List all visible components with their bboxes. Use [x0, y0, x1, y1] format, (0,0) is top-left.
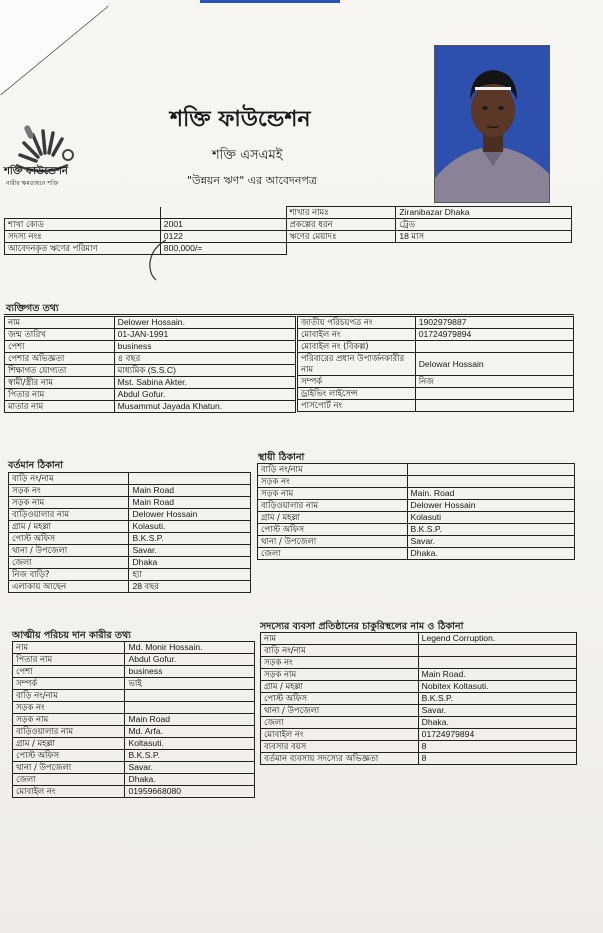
row-value: Delowar Hossain — [415, 353, 573, 376]
row-label: গ্রাম / মহল্লা — [13, 738, 125, 750]
row-value: মাধ্যমিক (S.S.C) — [114, 365, 295, 377]
table-row — [9, 569, 251, 581]
row-value: Dhaka. — [418, 717, 576, 729]
table-row — [298, 388, 574, 400]
row-value: Savar. — [418, 705, 576, 717]
page-subtitle: শক্তি এসএমই — [212, 148, 283, 163]
row-value: Md. Monir Hossain. — [125, 642, 255, 654]
row-value: Koltasuti. — [125, 738, 255, 750]
present-address-table — [8, 472, 251, 593]
row-label: বাড়ি নং/নাম — [13, 690, 125, 702]
row-value: 01-JAN-1991 — [114, 329, 295, 341]
row-value: Abdul Gofur. — [125, 654, 255, 666]
table-row — [13, 774, 255, 786]
table-row — [13, 738, 255, 750]
table-row — [258, 464, 575, 476]
branch-name-label: শাখার নামঃ — [286, 207, 396, 219]
table-row — [5, 207, 572, 219]
relative-info-table — [12, 641, 255, 798]
table-row — [298, 329, 574, 341]
row-value: 01959668080 — [125, 786, 255, 798]
row-label: পেশা — [13, 666, 125, 678]
row-label: নিজ বাড়ি? — [9, 569, 129, 581]
business-info-table — [260, 632, 577, 765]
branch-name-value: Ziranibazar Dhaka — [396, 207, 572, 219]
row-label: বর্তমান ব্যবসায় সদস্যের অভিজ্ঞতা — [261, 753, 419, 765]
row-label: বাড়িওয়ালার নাম — [9, 509, 129, 521]
row-value: 28 বছর — [129, 581, 251, 593]
row-label: বাড়ি নং/নাম — [258, 464, 408, 476]
row-value — [418, 645, 576, 657]
table-row — [258, 548, 575, 560]
row-label: পিতার নাম — [5, 389, 115, 401]
personal-section-title: ব্যক্তিগত তথ্য — [6, 303, 59, 314]
row-value: business — [114, 341, 295, 353]
row-label: নাম — [13, 642, 125, 654]
table-row — [298, 341, 574, 353]
row-label: জেলা — [9, 557, 129, 569]
row-value — [125, 702, 255, 714]
row-value: B.K.S.P. — [129, 533, 251, 545]
row-label: গ্রাম / মহল্লা — [258, 512, 408, 524]
applicant-photo — [434, 45, 550, 203]
table-row — [258, 536, 575, 548]
row-value: business — [125, 666, 255, 678]
table-row — [261, 693, 577, 705]
table-row — [261, 705, 577, 717]
row-label: সড়ক নং — [261, 657, 419, 669]
row-value: Dhaka. — [125, 774, 255, 786]
row-value: Musammut Jayada Khatun. — [114, 401, 295, 413]
table-row — [13, 642, 255, 654]
table-row — [9, 473, 251, 485]
row-label: ড্রাইভিং লাইসেন্স — [298, 388, 416, 400]
row-value: ৪ বছর — [114, 353, 295, 365]
row-value: Main Road. — [418, 669, 576, 681]
row-label: থানা / উপজেলা — [258, 536, 408, 548]
table-row — [298, 376, 574, 388]
row-label: সড়ক নাম — [261, 669, 419, 681]
row-value: 1902979887 — [415, 317, 573, 329]
table-row — [261, 729, 577, 741]
row-label: নাম — [5, 317, 115, 329]
logo-tagline: নারীর ক্ষমতায়নে শক্তি — [6, 180, 59, 187]
table-row — [258, 476, 575, 488]
row-value: Dhaka — [129, 557, 251, 569]
table-row — [13, 762, 255, 774]
row-value: Abdul Gofur. — [114, 389, 295, 401]
table-row — [5, 353, 296, 365]
table-row — [9, 557, 251, 569]
table-row — [261, 633, 577, 645]
row-value — [407, 464, 574, 476]
row-value — [407, 476, 574, 488]
table-row — [9, 509, 251, 521]
table-row — [13, 786, 255, 798]
row-label: জেলা — [13, 774, 125, 786]
top-color-bar — [200, 0, 340, 3]
table-row — [5, 341, 296, 353]
row-value: Main. Road — [407, 488, 574, 500]
personal-right-table — [297, 316, 574, 412]
row-label: জেলা — [261, 717, 419, 729]
row-label: সড়ক নং — [258, 476, 408, 488]
loan-term-value: 18 মাস — [396, 231, 572, 243]
table-row — [5, 317, 296, 329]
personal-left-table — [4, 316, 296, 413]
row-value — [418, 657, 576, 669]
table-row — [13, 666, 255, 678]
row-value — [125, 690, 255, 702]
permanent-address-title: স্থায়ী ঠিকানা — [258, 452, 305, 463]
row-label: গ্রাম / মহল্লা — [9, 521, 129, 533]
row-value: Delower Hossain. — [114, 317, 295, 329]
row-value: Kolasuti — [407, 512, 574, 524]
table-row — [5, 219, 572, 231]
row-label: মাতার নাম — [5, 401, 115, 413]
row-label: স্বামী/স্ত্রীর নাম — [5, 377, 115, 389]
row-label: থানা / উপজেলা — [13, 762, 125, 774]
row-label: সড়ক নং — [13, 702, 125, 714]
page-title: শক্তি ফাউন্ডেশন — [170, 107, 311, 132]
row-label: বাড়িওয়ালার নাম — [13, 726, 125, 738]
present-address-title: বর্তমান ঠিকানা — [8, 460, 64, 471]
row-label: মোবাইল নং — [261, 729, 419, 741]
table-row — [5, 401, 296, 413]
loan-amount-label: আবেদনকৃত ঋণের পরিমাণ — [5, 243, 161, 255]
row-label: পোস্ট অফিস — [13, 750, 125, 762]
table-row — [13, 726, 255, 738]
row-value: Main Road — [129, 485, 251, 497]
row-value: Nobitex Koltasuti. — [418, 681, 576, 693]
row-label: মোবাইল নং (বিকল্প) — [298, 341, 416, 353]
row-label: সড়ক নাম — [13, 714, 125, 726]
row-value: 01724979894 — [415, 329, 573, 341]
row-value: ভাই — [125, 678, 255, 690]
table-row — [9, 581, 251, 593]
table-row — [261, 681, 577, 693]
table-row — [5, 365, 296, 377]
row-value — [415, 388, 573, 400]
table-row — [258, 512, 575, 524]
row-value: 8 — [418, 741, 576, 753]
row-label: বাড়িওয়ালার নাম — [258, 500, 408, 512]
table-row — [5, 377, 296, 389]
loan-amount-value: 800,000/= — [160, 243, 286, 255]
project-type-value: ট্রেড — [396, 219, 572, 231]
table-row — [261, 645, 577, 657]
page-fold-line — [0, 0, 110, 95]
row-value: Dhaka. — [407, 548, 574, 560]
row-value: Savar. — [125, 762, 255, 774]
branch-code-value: 2001 — [160, 219, 286, 231]
row-value: B.K.S.P. — [125, 750, 255, 762]
permanent-address-table — [257, 463, 575, 560]
summary-table — [4, 206, 572, 255]
row-label: সড়ক নং — [9, 485, 129, 497]
table-row — [9, 521, 251, 533]
table-row — [258, 500, 575, 512]
row-label: থানা / উপজেলা — [9, 545, 129, 557]
table-row — [298, 353, 574, 376]
member-no-label: সদস্য নংঃ — [5, 231, 161, 243]
section-rule — [4, 314, 574, 315]
row-label: পাসপোর্ট নং — [298, 400, 416, 412]
row-value: Delower Hossain — [407, 500, 574, 512]
table-row — [13, 678, 255, 690]
row-label: বাড়ি নং/নাম — [9, 473, 129, 485]
row-label: মোবাইল নং — [298, 329, 416, 341]
row-label: গ্রাম / মহল্লা — [261, 681, 419, 693]
row-label: নাম — [261, 633, 419, 645]
table-row — [9, 497, 251, 509]
row-value: Main Road — [129, 497, 251, 509]
row-value: 01724979894 — [418, 729, 576, 741]
table-row — [261, 753, 577, 765]
row-label: পিতার নাম — [13, 654, 125, 666]
row-label: জন্ম তারিখ — [5, 329, 115, 341]
row-label: ব্যবসার বয়স — [261, 741, 419, 753]
table-row — [261, 657, 577, 669]
row-label: সড়ক নাম — [258, 488, 408, 500]
row-label: সড়ক নাম — [9, 497, 129, 509]
row-value: Savar. — [407, 536, 574, 548]
pen-mark-icon — [144, 238, 184, 284]
loan-term-label: ঋণের মেয়াদঃ — [286, 231, 396, 243]
table-row — [5, 231, 572, 243]
row-value — [415, 341, 573, 353]
applicant-portrait-image — [435, 46, 550, 203]
business-section-title: সদস্যের ব্যবসা প্রতিষ্ঠানের চাকুরিস্থলের নাম ও ঠিকানা — [260, 621, 464, 632]
table-row — [5, 389, 296, 401]
table-row — [9, 533, 251, 545]
table-row — [258, 524, 575, 536]
row-label: পোস্ট অফিস — [9, 533, 129, 545]
logo-name: শক্তি ফাউন্ডেশন — [4, 166, 68, 177]
table-row — [13, 690, 255, 702]
table-row — [261, 717, 577, 729]
row-value: Delower Hossain — [129, 509, 251, 521]
row-value: হ্যা — [129, 569, 251, 581]
row-label: বাড়ি নং/নাম — [261, 645, 419, 657]
row-label: এলাকায় আছেন — [9, 581, 129, 593]
table-row — [13, 654, 255, 666]
row-label: শিক্ষাগত যোগ্যতা — [5, 365, 115, 377]
table-row — [261, 741, 577, 753]
row-label: পেশা — [5, 341, 115, 353]
table-row — [261, 669, 577, 681]
row-value: B.K.S.P. — [418, 693, 576, 705]
row-label: জাতীয় পরিচয়পত্র নং — [298, 317, 416, 329]
form-name: "উন্নয়ন ঋণ" এর আবেদনপত্র — [187, 174, 317, 187]
row-label: মোবাইল নং — [13, 786, 125, 798]
row-value: Mst. Sabina Akter. — [114, 377, 295, 389]
row-label: সম্পর্ক — [298, 376, 416, 388]
row-value: Savar. — [129, 545, 251, 557]
project-type-label: প্রকল্পের ধরন — [286, 219, 396, 231]
row-label: পেশার অভিজ্ঞতা — [5, 353, 115, 365]
row-value: নিজ — [415, 376, 573, 388]
row-value: 8 — [418, 753, 576, 765]
row-value: Main Road — [125, 714, 255, 726]
table-row — [298, 400, 574, 412]
row-value: Legend Corruption. — [418, 633, 576, 645]
row-value: Kolasuti. — [129, 521, 251, 533]
row-label: পরিবারের প্রধান উপার্জনকারীর নাম — [298, 353, 416, 376]
row-value — [415, 400, 573, 412]
row-label: সম্পর্ক — [13, 678, 125, 690]
row-label: জেলা — [258, 548, 408, 560]
relative-section-title: আত্মীয় পরিচয় দান কারীর তথ্য — [12, 630, 131, 641]
row-label: পোস্ট অফিস — [261, 693, 419, 705]
row-label: পোস্ট অফিস — [258, 524, 408, 536]
table-row — [13, 750, 255, 762]
member-no-value: 0122 — [160, 231, 286, 243]
table-row — [9, 485, 251, 497]
row-value: Md. Arfa. — [125, 726, 255, 738]
row-value — [129, 473, 251, 485]
row-value: B.K.S.P. — [407, 524, 574, 536]
table-row — [13, 714, 255, 726]
table-row — [298, 317, 574, 329]
table-row — [5, 329, 296, 341]
table-row — [9, 545, 251, 557]
row-label: থানা / উপজেলা — [261, 705, 419, 717]
table-row — [5, 243, 572, 255]
table-row — [13, 702, 255, 714]
branch-code-label: শাখা কোড — [5, 219, 161, 231]
table-row — [258, 488, 575, 500]
